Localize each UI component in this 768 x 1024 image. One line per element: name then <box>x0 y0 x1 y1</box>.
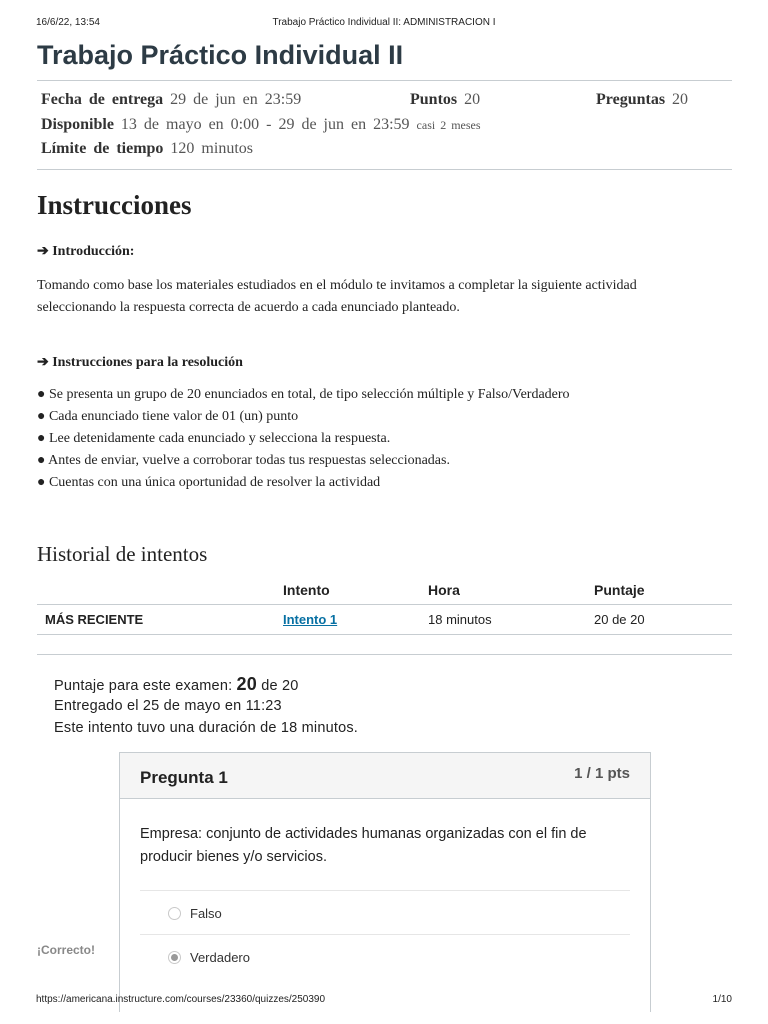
question-header <box>120 753 650 799</box>
available-note: casi 2 meses <box>416 118 481 132</box>
questions <box>596 91 688 109</box>
time-limit-label: Límite de tiempo <box>41 140 164 157</box>
page-number: 1/10 <box>712 994 732 1005</box>
answer-divider <box>140 934 630 935</box>
column-header-score: Puntaje <box>594 577 732 604</box>
points <box>410 91 480 109</box>
question-points: 1 / 1 pts <box>574 765 630 782</box>
answer-label: Falso <box>190 906 222 921</box>
intro-line-2: seleccionando la respuesta correcta de acuerdo a cada enunciado planteado. <box>37 300 460 315</box>
points-label: Puntos <box>410 91 458 108</box>
list-item: ● Cada enunciado tiene valor de 01 (un) punto <box>37 409 299 424</box>
points-value: 20 <box>464 91 481 108</box>
score-cell: 20 de 20 <box>594 604 732 634</box>
intro-heading: ➔ Introducción: <box>37 244 135 259</box>
question-card <box>119 752 651 1012</box>
time-cell: 18 minutos <box>428 604 594 634</box>
instructions-heading: Instrucciones <box>37 190 192 220</box>
question-text: Empresa: conjunto de actividades humanas organizadas con el fin de producir bienes y/o servicios. <box>140 826 587 865</box>
intro-line-1: Tomando como base los materiales estudiados en el módulo te invitamos a completar la siguiente actividad <box>37 278 637 293</box>
available-value: 13 de mayo en 0:00 - 29 de jun en 23:59 <box>120 116 410 133</box>
submitted-at: Entregado el 25 de mayo en 11:23 <box>54 698 282 714</box>
radio-button-selected[interactable] <box>168 951 181 964</box>
attempt-history-table <box>37 577 732 635</box>
list-item: ● Antes de enviar, vuelve a corroborar todas tus respuestas seleccionadas. <box>37 453 450 468</box>
list-item: ● Cuentas con una única oportunidad de resolver la actividad <box>37 475 381 490</box>
time-limit-value: 120 minutos <box>170 140 253 157</box>
divider <box>37 654 732 655</box>
divider <box>37 80 732 81</box>
radio-button[interactable] <box>168 907 181 920</box>
table-row <box>37 604 732 634</box>
attempt-cell <box>283 604 428 634</box>
print-url: https://americana.instructure.com/courses/23360/quizzes/250390 <box>36 994 326 1005</box>
page-edge <box>651 900 681 990</box>
score-prefix: Puntaje para este examen: <box>54 678 233 694</box>
list-item: ● Se presenta un grupo de 20 enunciados en total, de tipo selección múltiple y Falso/Verdadero <box>37 387 570 402</box>
column-header <box>37 577 283 604</box>
due-label: Fecha de entrega <box>41 91 164 108</box>
time-limit <box>41 140 253 158</box>
due-date <box>41 91 301 109</box>
print-header <box>0 17 768 31</box>
quiz-score <box>54 674 299 695</box>
divider <box>37 169 732 170</box>
available-label: Disponible <box>41 116 114 133</box>
question-title: Pregunta 1 <box>140 768 228 787</box>
due-value: 29 de jun en 23:59 <box>170 91 302 108</box>
score-suffix: de 20 <box>261 678 299 694</box>
resolution-heading: ➔ Instrucciones para la resolución <box>37 355 243 370</box>
row-label: MÁS RECIENTE <box>37 604 283 634</box>
answer-divider <box>140 890 630 891</box>
list-item: ● Lee detenidamente cada enunciado y selecciona la respuesta. <box>37 431 391 446</box>
print-title: Trabajo Práctico Individual II: ADMINISTRACION I <box>272 17 496 28</box>
score-value: 20 <box>236 674 257 694</box>
availability <box>41 116 481 134</box>
instruction-list <box>37 384 570 494</box>
correct-badge: ¡Correcto! <box>37 943 96 957</box>
column-header-time: Hora <box>428 577 594 604</box>
attempt-link[interactable]: Intento 1 <box>283 611 338 627</box>
history-heading: Historial de intentos <box>37 542 208 566</box>
column-header-attempt: Intento <box>283 577 428 604</box>
answer-label: Verdadero <box>190 950 250 965</box>
questions-value: 20 <box>672 91 689 108</box>
table-header-row <box>37 577 732 604</box>
print-footer <box>0 994 768 1008</box>
page-title: Trabajo Práctico Individual II <box>37 40 404 70</box>
attempt-duration: Este intento tuvo una duración de 18 minutos. <box>54 720 359 736</box>
questions-label: Preguntas <box>596 91 666 108</box>
print-date: 16/6/22, 13:54 <box>36 17 100 28</box>
